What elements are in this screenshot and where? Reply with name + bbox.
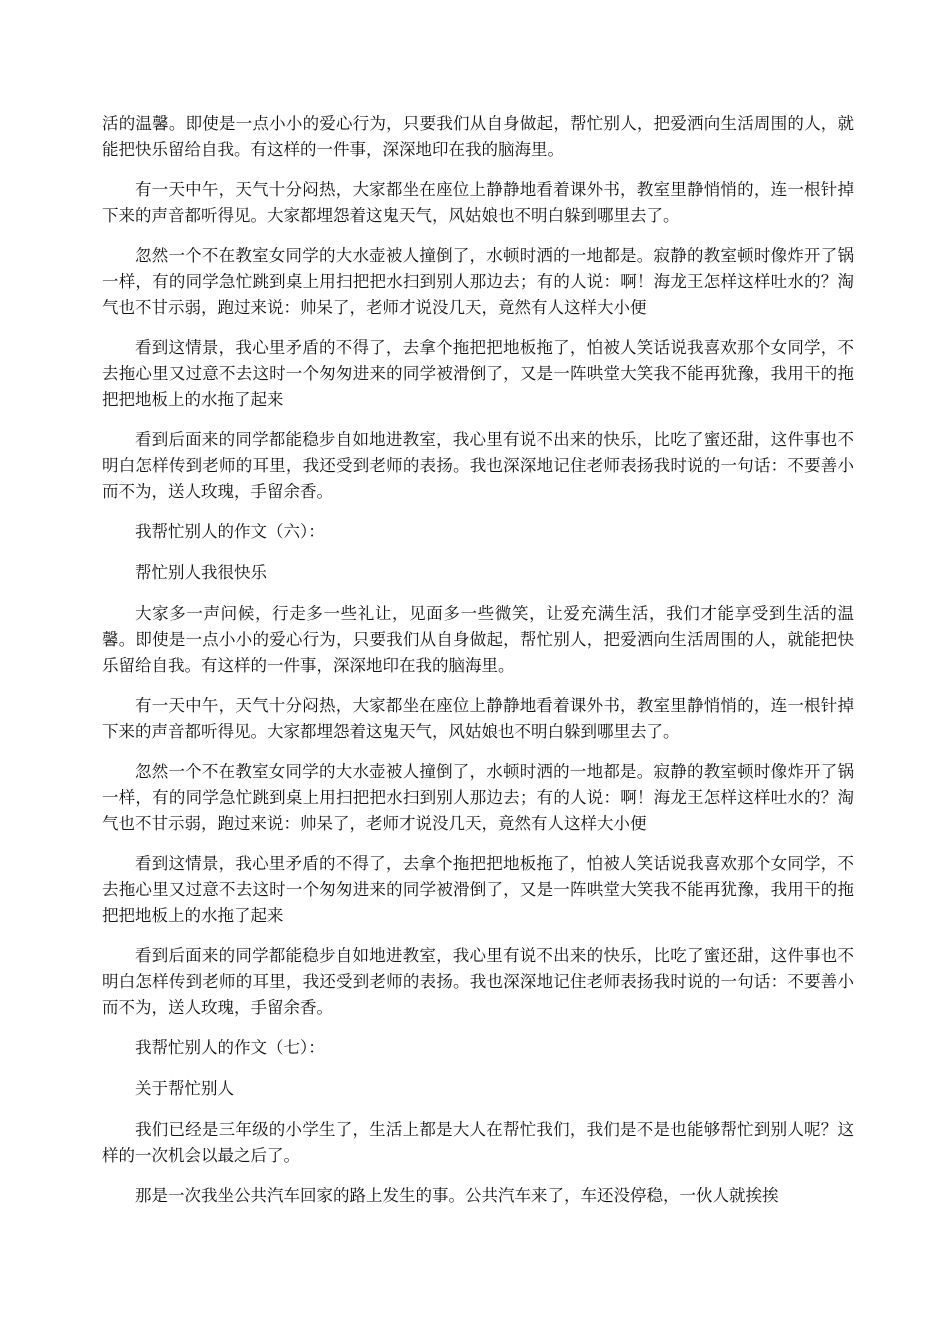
paragraph: 忽然一个不在教室女同学的大水壶被人撞倒了，水顿时洒的一地都是。寂静的教室顿时像炸开了锅一样，有的同学急忙跳到桌上用扫把把水扫到别人那边去；有的人说：啊！海龙王怎样这样吐水的？淘气也不甘示弱，跑过来说：帅呆了，老师才说没几天，竟然有人这样大小便 (102, 246, 854, 317)
document-page (102, 111, 854, 1223)
paragraph: 那是一次我坐公共汽车回家的路上发生的事。公共汽车来了，车还没停稳，一伙人就挨挨 (135, 1186, 779, 1205)
essay-title: 帮忙别人我很快乐 (135, 563, 267, 582)
paragraph: 活的温馨。即使是一点小小的爱心行为，只要我们从自身做起，帮忙别人，把爱洒向生活周围的人，就能把快乐留给自我。有这样的一件事，深深地印在我的脑海里。 (102, 114, 854, 159)
section-heading: 我帮忙别人的作文（七）： (135, 1038, 325, 1057)
paragraph: 有一天中午，天气十分闷热，大家都坐在座位上静静地看着课外书，教室里静悄悄的，连一根针掉下来的声音都听得见。大家都埋怨着这鬼天气，风姑娘也不明白躲到哪里去了。 (102, 180, 854, 225)
essay-title: 关于帮忙别人 (135, 1079, 234, 1098)
paragraph: 看到这情景，我心里矛盾的不得了，去拿个拖把把地板拖了，怕被人笑话说我喜欢那个女同学，不去拖心里又过意不去这时一个匆匆进来的同学被滑倒了，又是一阵哄堂大笑我不能再犹豫，我用干的拖把把地板上的水拖了起来 (102, 338, 854, 409)
paragraph: 我们已经是三年级的小学生了，生活上都是大人在帮忙我们，我们是不是也能够帮忙到别人呢？这样的一次机会以最之后了。 (102, 1120, 854, 1165)
paragraph: 看到后面来的同学都能稳步自如地进教室，我心里有说不出来的快乐，比吃了蜜还甜，这件事也不明白怎样传到老师的耳里，我还受到老师的表扬。我也深深地记住老师表扬我时说的一句话：不要善小而不为，送人玫瑰，手留余香。 (102, 430, 854, 501)
section-heading: 我帮忙别人的作文（六）： (135, 522, 325, 541)
paragraph: 看到这情景，我心里矛盾的不得了，去拿个拖把把地板拖了，怕被人笑话说我喜欢那个女同学，不去拖心里又过意不去这时一个匆匆进来的同学被滑倒了，又是一阵哄堂大笑我不能再犹豫，我用干的拖把把地板上的水拖了起来 (102, 854, 854, 925)
paragraph: 忽然一个不在教室女同学的大水壶被人撞倒了，水顿时洒的一地都是。寂静的教室顿时像炸开了锅一样，有的同学急忙跳到桌上用扫把把水扫到别人那边去；有的人说：啊！海龙王怎样这样吐水的？淘气也不甘示弱，跑过来说：帅呆了，老师才说没几天，竟然有人这样大小便 (102, 762, 854, 833)
paragraph: 大家多一声问候，行走多一些礼让，见面多一些微笑，让爱充满生活，我们才能享受到生活的温馨。即使是一点小小的爱心行为，只要我们从自身做起，帮忙别人，把爱洒向生活周围的人，就能把快乐留给自我。有这样的一件事，深深地印在我的脑海里。 (102, 604, 854, 675)
paragraph: 看到后面来的同学都能稳步自如地进教室，我心里有说不出来的快乐，比吃了蜜还甜，这件事也不明白怎样传到老师的耳里，我还受到老师的表扬。我也深深地记住老师表扬我时说的一句话：不要善小而不为，送人玫瑰，手留余香。 (102, 946, 854, 1017)
paragraph: 有一天中午，天气十分闷热，大家都坐在座位上静静地看着课外书，教室里静悄悄的，连一根针掉下来的声音都听得见。大家都埋怨着这鬼天气，风姑娘也不明白躲到哪里去了。 (102, 696, 854, 741)
